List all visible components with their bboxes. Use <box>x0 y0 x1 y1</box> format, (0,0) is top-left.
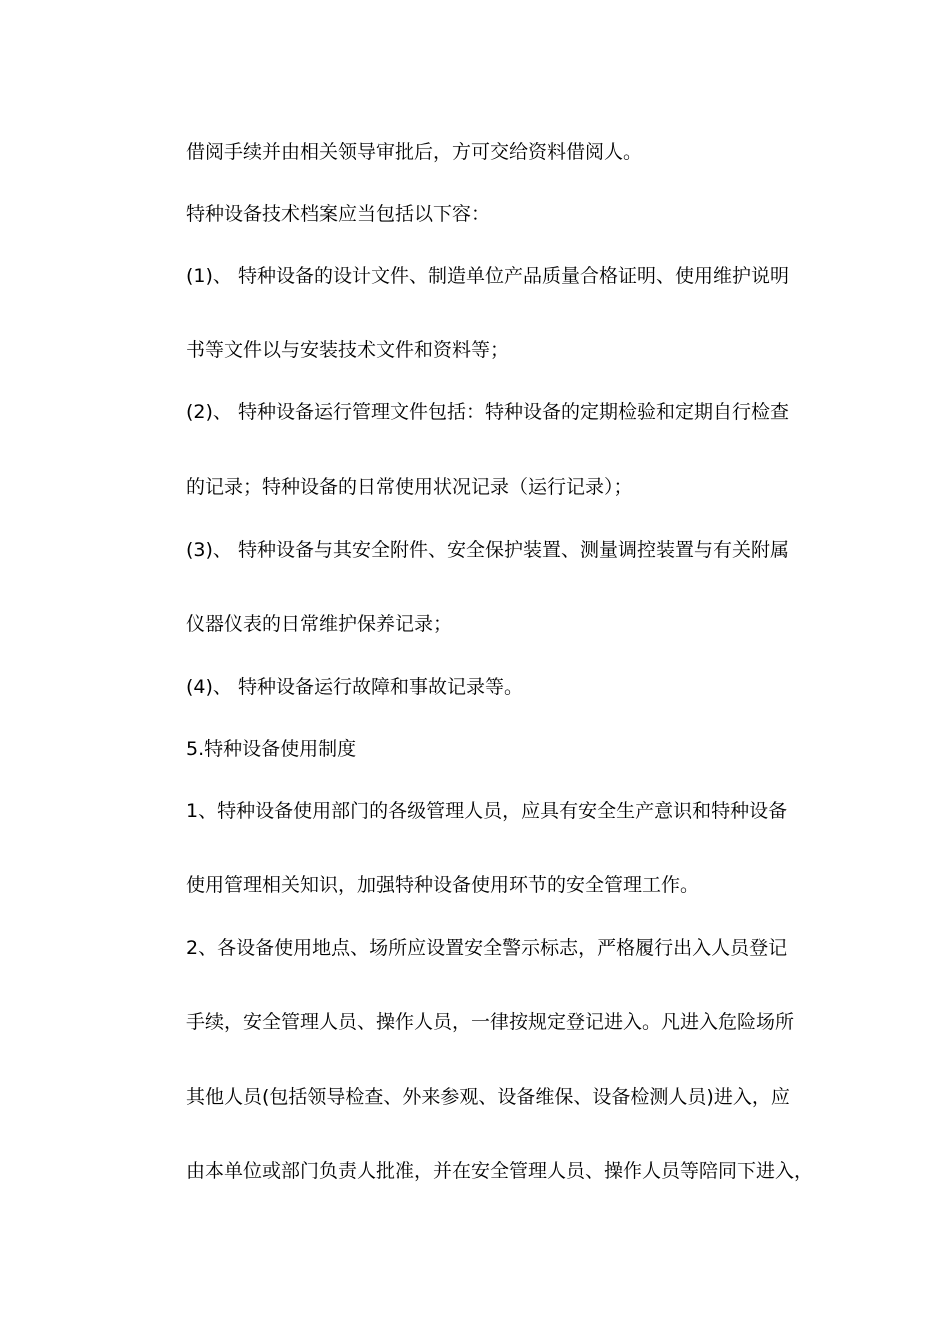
list-item-4 <box>186 675 826 699</box>
list-number: (1)、 <box>186 265 232 287</box>
list-item-text: 特种设备的设计文件、制造单位产品质量合格证明、使用维护说明 <box>238 265 790 287</box>
list-item-text: 特种设备运行故障和事故记录等。 <box>238 676 524 698</box>
list-item-2 <box>186 400 826 424</box>
paragraph-line: 2、各设备使用地点、场所应设置安全警示标志，严格履行出入人员登记 <box>186 937 788 959</box>
paragraph-line: 特种设备技术档案应当包括以下容： <box>186 203 491 225</box>
paragraph-line: 1、特种设备使用部门的各级管理人员，应具有安全生产意识和特种设备 <box>186 800 788 822</box>
paragraph-line: 由本单位或部门负责人批准，并在安全管理人员、操作人员等陪同下进入， <box>186 1160 814 1182</box>
paragraph-line: 书等文件以与安装技术文件和资料等； <box>186 339 510 361</box>
list-item-1 <box>186 264 826 288</box>
paragraph-line: 借阅手续并由相关领导审批后，方可交给资料借阅人。 <box>186 141 643 163</box>
list-number: (2)、 <box>186 401 232 423</box>
list-number: (4)、 <box>186 676 232 698</box>
section-heading: 5.特种设备使用制度 <box>186 738 357 760</box>
paragraph-line: 手续，安全管理人员、操作人员，一律按规定登记进入。凡进入危险场所 <box>186 1011 795 1033</box>
paragraph-line: 其他人员(包括领导检查、外来参观、设备维保、设备检测人员)进入，应 <box>186 1086 790 1108</box>
list-item-text: 特种设备运行管理文件包括：特种设备的定期检验和定期自行检查 <box>238 401 790 423</box>
list-item-3 <box>186 538 826 562</box>
list-item-text: 特种设备与其安全附件、安全保护装置、测量调控装置与有关附属 <box>238 539 790 561</box>
paragraph-line: 仪器仪表的日常维护保养记录； <box>186 613 453 635</box>
paragraph-line: 的记录；特种设备的日常使用状况记录（运行记录）； <box>186 476 633 498</box>
list-number: (3)、 <box>186 539 232 561</box>
paragraph-line: 使用管理相关知识，加强特种设备使用环节的安全管理工作。 <box>186 874 700 896</box>
